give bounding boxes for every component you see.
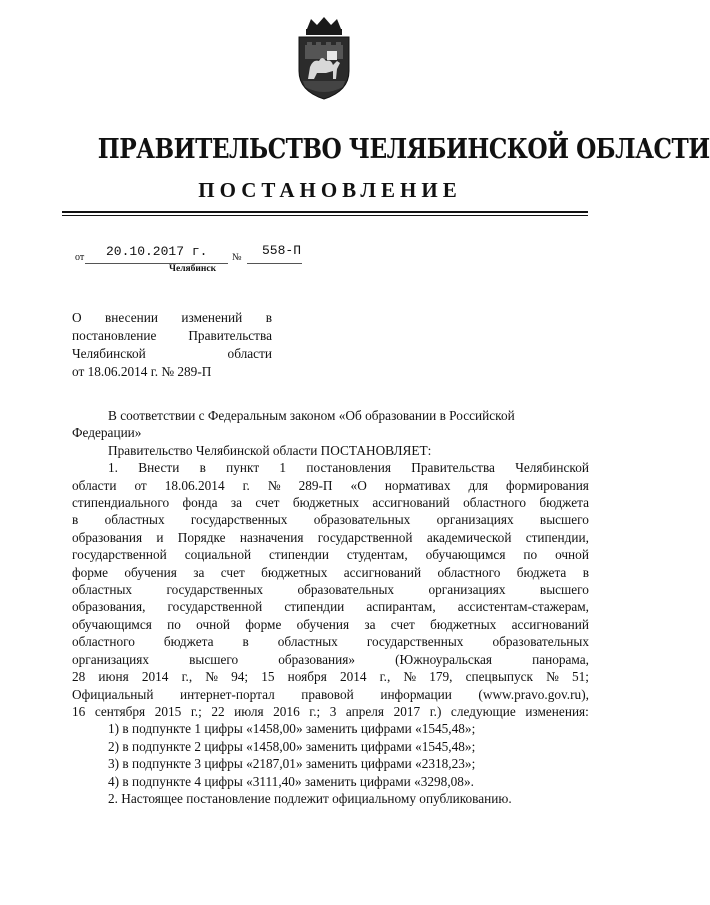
paragraph-1-line bbox=[72, 703, 589, 720]
paragraph-1-line bbox=[72, 581, 589, 598]
change-item: 1) в подпункте 1 цифры «1458,00» заменить цифрами «1545,48»; bbox=[108, 721, 476, 737]
paragraph-1-line bbox=[72, 651, 589, 668]
word: академической bbox=[426, 529, 512, 545]
word: г.) bbox=[429, 703, 442, 719]
word: областного bbox=[463, 495, 527, 511]
paragraph-1-line bbox=[72, 633, 589, 650]
word: бюджета bbox=[163, 634, 214, 650]
word: (Южноуральская bbox=[395, 651, 493, 667]
word: в bbox=[242, 634, 249, 650]
word: счет bbox=[220, 564, 245, 580]
paragraph-1-line bbox=[72, 546, 589, 563]
word: форме bbox=[72, 564, 109, 580]
word: образовательных bbox=[492, 634, 589, 650]
word: образования» bbox=[278, 651, 356, 667]
chelyabinsk-coat-of-arms-icon bbox=[293, 15, 355, 101]
paragraph-1-line bbox=[72, 494, 589, 511]
word: 16 bbox=[72, 703, 86, 719]
word: образовательных bbox=[297, 582, 395, 598]
word: № bbox=[403, 669, 417, 685]
word: государственных bbox=[190, 512, 288, 528]
word: счет bbox=[390, 616, 415, 632]
word: стипендии bbox=[284, 599, 345, 615]
word: изменения: bbox=[525, 703, 589, 719]
word: июня bbox=[98, 669, 129, 685]
word: стипендии, bbox=[525, 529, 589, 545]
word: образовательных bbox=[313, 512, 411, 528]
word: областных bbox=[104, 512, 165, 528]
subject-line: Челябинской области bbox=[72, 346, 272, 361]
word: организациях bbox=[436, 512, 514, 528]
decree-line: Правительство Челябинской области ПОСТАНОВЛЯЕТ: bbox=[108, 442, 432, 458]
word: государственной bbox=[317, 529, 413, 545]
paragraph-1-line bbox=[72, 511, 589, 528]
word: № bbox=[267, 477, 281, 493]
word: в bbox=[72, 512, 79, 528]
word: областных bbox=[72, 582, 133, 598]
word: формирования bbox=[506, 477, 589, 493]
city-name: Челябинск bbox=[169, 264, 217, 274]
paragraph-1-line bbox=[72, 616, 589, 633]
word: постановления bbox=[306, 460, 391, 476]
word: 1. bbox=[108, 460, 118, 476]
word: сентября bbox=[94, 703, 146, 719]
word: 28 bbox=[72, 669, 86, 685]
change-item: 3) в подпункте 3 цифры «2187,01» заменить цифрами «2318,23»; bbox=[108, 756, 476, 772]
word: «О bbox=[350, 477, 367, 493]
paragraph-1-line bbox=[72, 598, 589, 615]
word: г. bbox=[242, 477, 250, 493]
document-body bbox=[72, 407, 589, 807]
word: апреля bbox=[345, 703, 385, 719]
word: Правительства bbox=[411, 460, 495, 476]
word: бюджетных bbox=[292, 495, 360, 511]
word: обучающимся bbox=[72, 616, 152, 632]
word: студентам, bbox=[346, 547, 408, 563]
preamble-line: В соответствии с Федеральным законом «Об образовании в Российской bbox=[108, 408, 515, 423]
word: областного bbox=[72, 634, 135, 650]
change-item: 2) в подпункте 2 цифры «1458,00» заменить цифрами «1545,48»; bbox=[108, 738, 476, 754]
word: государственных bbox=[366, 634, 464, 650]
word: Внести bbox=[138, 460, 180, 476]
word: областного bbox=[437, 564, 501, 580]
word: ассигнований bbox=[343, 564, 422, 580]
word: стипендии bbox=[269, 547, 329, 563]
word: очной bbox=[196, 616, 231, 632]
word: бюджетных bbox=[261, 564, 328, 580]
word: 2017 bbox=[393, 703, 421, 719]
word: г., bbox=[181, 669, 193, 685]
word: 179, bbox=[429, 669, 453, 685]
paragraph-1-line bbox=[72, 668, 589, 685]
word: г., bbox=[379, 669, 391, 685]
word: 3 bbox=[329, 703, 337, 719]
word: форме bbox=[245, 616, 282, 632]
changes-list bbox=[72, 720, 589, 790]
word: ассигнований bbox=[511, 616, 589, 632]
word: бюджетных bbox=[430, 616, 497, 632]
word: 2015 bbox=[154, 703, 182, 719]
word: следующие bbox=[450, 703, 516, 719]
word: спецвыпуск bbox=[465, 669, 533, 685]
word: социальной bbox=[184, 547, 252, 563]
subject-line: от 18.06.2014 г. № 289-П bbox=[72, 364, 212, 379]
word: Порядке bbox=[177, 529, 226, 545]
word: 51; bbox=[571, 669, 589, 685]
word: бюджета bbox=[516, 564, 567, 580]
word: в bbox=[199, 460, 206, 476]
paragraph-1-line bbox=[72, 529, 589, 546]
word: нормативах bbox=[384, 477, 451, 493]
word: образования bbox=[72, 529, 143, 545]
word: от bbox=[134, 477, 147, 493]
word: назначения bbox=[239, 529, 304, 545]
word: счет bbox=[255, 495, 280, 511]
word: и bbox=[156, 529, 164, 545]
number-sign: № bbox=[232, 252, 242, 263]
from-label: от bbox=[75, 252, 85, 263]
word: высшего bbox=[539, 582, 589, 598]
word: бюджета bbox=[539, 495, 589, 511]
word: областных bbox=[277, 634, 338, 650]
word: 2016 bbox=[273, 703, 300, 719]
word: 94; bbox=[231, 669, 249, 685]
paragraph-1-line bbox=[72, 564, 589, 581]
word: высшего bbox=[539, 512, 589, 528]
header-rule-thick bbox=[62, 211, 588, 213]
word: обучения bbox=[124, 564, 177, 580]
word: организациях bbox=[72, 651, 150, 667]
document-subject bbox=[72, 309, 272, 381]
word: 2014 bbox=[339, 669, 367, 685]
word: в bbox=[582, 564, 589, 580]
word: 1 bbox=[279, 460, 287, 476]
word: 22 bbox=[211, 703, 225, 719]
word: правовой bbox=[301, 686, 354, 702]
word: № bbox=[546, 669, 559, 685]
word: 2014 bbox=[141, 669, 169, 685]
word: стипендиального bbox=[72, 495, 170, 511]
word: пункт bbox=[226, 460, 260, 476]
preamble-line: Федерации» bbox=[72, 425, 142, 441]
word: высшего bbox=[189, 651, 239, 667]
word: ноября bbox=[287, 669, 327, 685]
word: 18.06.2014 bbox=[164, 477, 225, 493]
document-date: 20.10.2017 г. bbox=[106, 244, 208, 259]
word: июля bbox=[234, 703, 264, 719]
word: № bbox=[205, 669, 218, 685]
word: по bbox=[167, 616, 181, 632]
word: государственной bbox=[72, 547, 167, 563]
word: интернет-портал bbox=[180, 686, 275, 702]
word: по bbox=[523, 547, 538, 563]
word: Официальный bbox=[72, 686, 154, 702]
paragraph-2: 2. Настоящее постановление подлежит официальному опубликованию. bbox=[108, 790, 512, 806]
paragraph-1 bbox=[72, 459, 589, 720]
paragraph-1-line bbox=[72, 459, 589, 476]
organization-name: ПРАВИТЕЛЬСТВО ЧЕЛЯБИНСКОЙ ОБЛАСТИ bbox=[97, 134, 710, 165]
word: государственных bbox=[166, 582, 264, 598]
header-rule-thin bbox=[62, 215, 588, 216]
paragraph-1-line bbox=[72, 477, 589, 494]
word: г.; bbox=[190, 703, 202, 719]
document-type: ПОСТАНОВЛЕНИЕ bbox=[198, 178, 462, 202]
word: панорама, bbox=[532, 651, 589, 667]
word: за bbox=[364, 616, 376, 632]
word: области bbox=[72, 477, 117, 493]
word: для bbox=[468, 477, 489, 493]
word: образования, bbox=[72, 599, 146, 615]
document-number: 558-П bbox=[262, 243, 302, 258]
change-item: 4) в подпункте 4 цифры «3111,40» заменить цифрами «3298,08». bbox=[108, 773, 474, 789]
word: организациях bbox=[428, 582, 506, 598]
word: Челябинской bbox=[515, 460, 589, 476]
word: государственной bbox=[167, 599, 263, 615]
word: фонда bbox=[182, 495, 218, 511]
subject-line: постановление Правительства bbox=[72, 328, 272, 343]
word: за bbox=[230, 495, 243, 511]
paragraph-1-line bbox=[72, 686, 589, 703]
word: г.; bbox=[309, 703, 321, 719]
word: информации bbox=[380, 686, 452, 702]
word: обучения bbox=[296, 616, 350, 632]
word: очной bbox=[555, 547, 589, 563]
word: 15 bbox=[261, 669, 275, 685]
word: ассигнований bbox=[372, 495, 450, 511]
subject-line: О внесении изменений в bbox=[72, 310, 272, 325]
word: ассистентам-стажерам, bbox=[457, 599, 589, 615]
word: аспирантам, bbox=[366, 599, 436, 615]
word: обучающимся bbox=[425, 547, 506, 563]
word: 289-П bbox=[298, 477, 333, 493]
word: за bbox=[193, 564, 205, 580]
number-underline bbox=[247, 263, 302, 264]
word: (www.pravo.gov.ru), bbox=[478, 686, 589, 702]
